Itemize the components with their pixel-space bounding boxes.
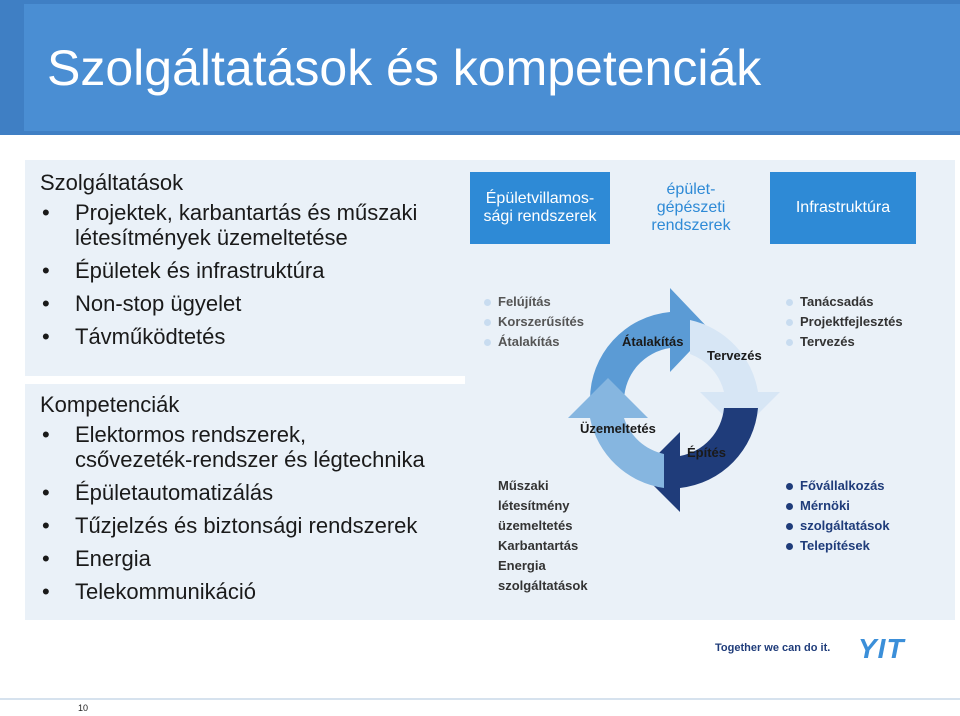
services-section [40,170,417,357]
competences-item: • Elektormos rendszerek, csővezeték-rendszer és légtechnika [40,422,425,472]
list-item: Fővállalkozás [786,476,890,496]
logo-slogan: Together we can do it. [715,642,831,654]
services-item: • Távműködtetés [40,324,417,349]
list-item: létesítmény [498,498,570,513]
competences-heading: Kompetenciák [40,392,180,417]
competences-section [40,392,425,612]
list-item: Mérnöki [786,496,890,516]
list-item: szolgáltatások [786,516,890,536]
competences-item: • Tűzjelzés és biztonsági rendszerek [40,513,425,538]
page-number: 10 [78,703,89,713]
service-cycle-diagram [560,280,790,520]
competences-item: • Energia [40,546,425,571]
operation-list [484,476,588,596]
competences-list [40,422,425,604]
list-item: Felújítás [484,292,584,312]
list-item: Átalakítás [484,332,584,352]
footer-line [0,698,960,700]
list-item-text: Műszaki [498,478,549,493]
renovation-list [484,292,584,352]
services-item: • Épületek és infrastruktúra [40,258,417,283]
list-item: Energia [498,558,546,573]
category-electrical: Épületvillamos- sági rendszerek [470,172,610,244]
category-infrastructure: Infrastruktúra [770,172,916,244]
list-item: Tervezés [786,332,903,352]
list-item: Projektfejlesztés [786,312,903,332]
logo-brand: YIT [858,633,905,664]
cycle-label-construction: Építés [687,445,727,460]
construction-list [786,476,890,556]
cycle-label-renovation: Átalakítás [622,334,684,349]
list-item: üzemeltetés [498,518,573,533]
list-item [484,476,588,496]
list-item: Karbantartás [498,538,579,553]
cycle-label-operation: Üzemeltetés [580,421,656,436]
competences-item: • Épületautomatizálás [40,480,425,505]
category-mechanical: épület- gépészeti rendszerek [622,172,760,244]
list-item: Korszerűsítés [484,312,584,332]
list-item: Tanácsadás [786,292,903,312]
list-item: szolgáltatások [498,578,588,593]
services-item: • Non-stop ügyelet [40,291,417,316]
list-item: Telepítések [786,536,890,556]
services-list [40,200,417,349]
competences-item: • Telekommunikáció [40,579,425,604]
cycle-label-planning: Tervezés [707,348,762,363]
page-title: Szolgáltatások és kompetenciák [47,40,762,96]
section-divider [25,376,465,384]
services-item: • Projektek, karbantartás és műszaki létesítmények üzemeltetése [40,200,417,250]
planning-list [786,292,903,352]
services-heading: Szolgáltatások [40,170,184,195]
